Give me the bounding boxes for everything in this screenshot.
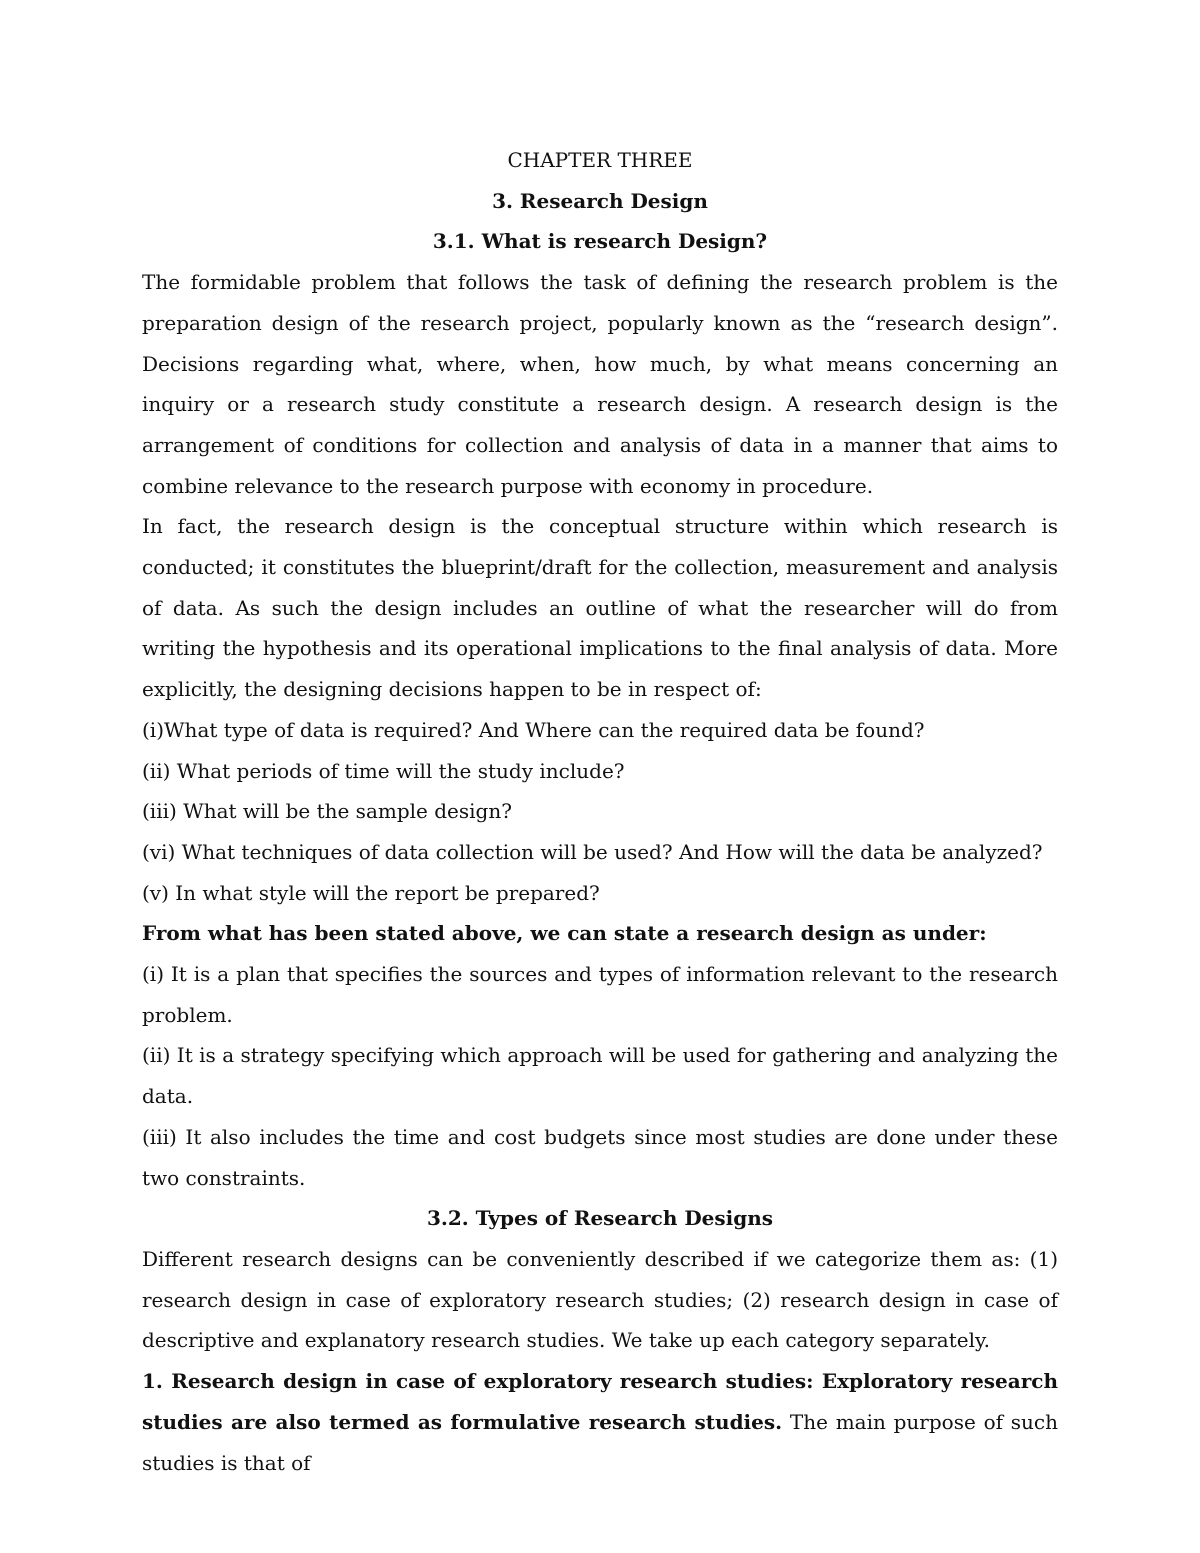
section-3-1-heading: 3.1. What is research Design? bbox=[432, 229, 768, 254]
point-item: (i) It is a plan that specifies the sources and types of information relevant to the research problem. bbox=[142, 962, 1058, 1027]
summary-lead: From what has been stated above, we can state a research design as under: bbox=[142, 921, 987, 946]
question-item: (i)What type of data is required? And Where can the required data be found? bbox=[142, 717, 925, 742]
exploratory-bold-lead: 1. Research design in case of exploratory research studies: Exploratory research studies are also termed as formulative research studies. bbox=[142, 1369, 1058, 1434]
paragraph-exploratory bbox=[142, 1361, 1058, 1483]
question-item: (iii) What will be the sample design? bbox=[142, 799, 512, 824]
question-item: (vi) What techniques of data collection will be used? And How will the data be analyzed? bbox=[142, 839, 1043, 864]
exploratory-continuation: The main purpose of such studies is that of bbox=[142, 1409, 1059, 1475]
chapter-label: CHAPTER THREE bbox=[507, 148, 693, 172]
paragraph-definition: The formidable problem that follows the task of defining the research problem is the preparation design of the research project, popularly known as the “research design”. Decisions regarding what, where, when, how much, by what means concerning an inquiry or a research study constitute a research design. A research design is the arrangement of conditions for collection and analysis of data in a manner that aims to combine relevance to the research purpose with economy in procedure. bbox=[142, 270, 1058, 498]
paragraph-types: Different research designs can be conveniently described if we categorize them as: (1) research design in case of exploratory research studies; (2) research design in case of descriptive and explanatory research studies. We take up each category separately. bbox=[142, 1246, 1058, 1353]
paragraph-conceptual-structure: In fact, the research design is the conceptual structure within which research is conducted; it constitutes the blueprint/draft for the collection, measurement and analysis of data. As such the design includes an outline of what the researcher will do from writing the hypothesis and its operational implications to the final analysis of data. More explicitly, the designing decisions happen to be in respect of: bbox=[142, 514, 1058, 702]
point-item: (iii) It also includes the time and cost budgets since most studies are done under these two constraints. bbox=[142, 1124, 1058, 1190]
section-3-2-heading: 3.2. Types of Research Designs bbox=[426, 1206, 774, 1231]
chapter-title: 3. Research Design bbox=[492, 188, 708, 213]
question-item: (ii) What periods of time will the study include? bbox=[142, 758, 625, 783]
document-page bbox=[142, 140, 1058, 1483]
question-item: (v) In what style will the report be prepared? bbox=[142, 880, 600, 905]
point-item: (ii) It is a strategy specifying which approach will be used for gathering and analyzing the data. bbox=[142, 1043, 1058, 1109]
